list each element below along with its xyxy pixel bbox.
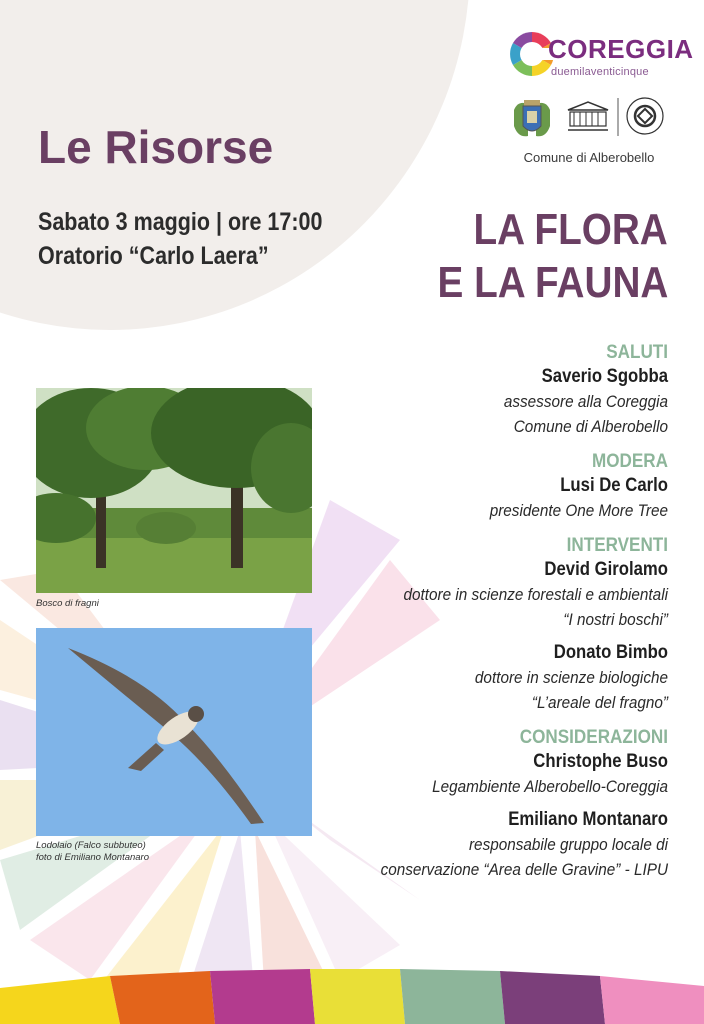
speaker-name: Christophe Buso xyxy=(533,751,668,772)
speaker-role: assessore alla Coreggia xyxy=(503,392,668,411)
logo-name: COREGGIA xyxy=(548,34,694,64)
section-heading-saluti: SALUTI xyxy=(606,342,668,363)
speaker-role: Comune di Alberobello xyxy=(513,417,668,436)
forest-photo-caption: Bosco di fragni xyxy=(36,598,99,609)
section-heading-modera: MODERA xyxy=(591,451,668,472)
speaker-role: dottore in scienze biologiche xyxy=(474,668,668,687)
section-heading-considerazioni: CONSIDERAZIONI xyxy=(519,727,668,748)
event-venue: Oratorio “Carlo Laera” xyxy=(38,242,269,270)
world-heritage-emblem-icon xyxy=(627,98,663,134)
series-title: Le Risorse xyxy=(38,121,274,173)
speaker-role: “I nostri boschi” xyxy=(563,610,668,629)
falcon-species: Lodolaio (Falco subbuteo) xyxy=(36,840,146,851)
speaker-role: presidente One More Tree xyxy=(489,501,668,520)
speaker-name: Saverio Sgobba xyxy=(541,366,668,387)
photo-credit: foto di Emiliano Montanaro xyxy=(36,852,150,863)
unesco-logo-icon xyxy=(568,102,608,130)
speaker-role: responsabile gruppo locale di xyxy=(468,835,668,854)
speaker-name: Emiliano Montanaro xyxy=(508,809,668,830)
falcon-photo xyxy=(36,628,312,836)
bottom-color-stripe xyxy=(0,968,704,1024)
institution-logos xyxy=(510,94,675,146)
falcon-photo-caption xyxy=(36,840,149,864)
comune-label: Comune di Alberobello xyxy=(523,150,655,165)
forest-photo xyxy=(36,388,312,593)
speaker-role: dottore in scienze forestali e ambientali xyxy=(403,585,668,604)
speaker-role: conservazione “Area delle Gravine” - LIPU xyxy=(380,860,668,879)
section-heading-interventi: INTERVENTI xyxy=(566,535,668,556)
logo-subtitle: duemilaventicinque xyxy=(551,66,649,78)
speaker-name: Devid Girolamo xyxy=(544,559,668,580)
event-title-line2: E LA FAUNA xyxy=(437,258,668,307)
event-date-time: Sabato 3 maggio | ore 17:00 xyxy=(38,208,323,236)
municipal-crest-icon xyxy=(514,100,550,136)
event-title-line1: LA FLORA xyxy=(473,205,668,254)
speaker-name: Donato Bimbo xyxy=(553,642,668,663)
speaker-name: Lusi De Carlo xyxy=(560,475,668,496)
speaker-role: Legambiente Alberobello-Coreggia xyxy=(432,777,668,796)
speaker-role: “L’areale del fragno” xyxy=(531,693,668,712)
